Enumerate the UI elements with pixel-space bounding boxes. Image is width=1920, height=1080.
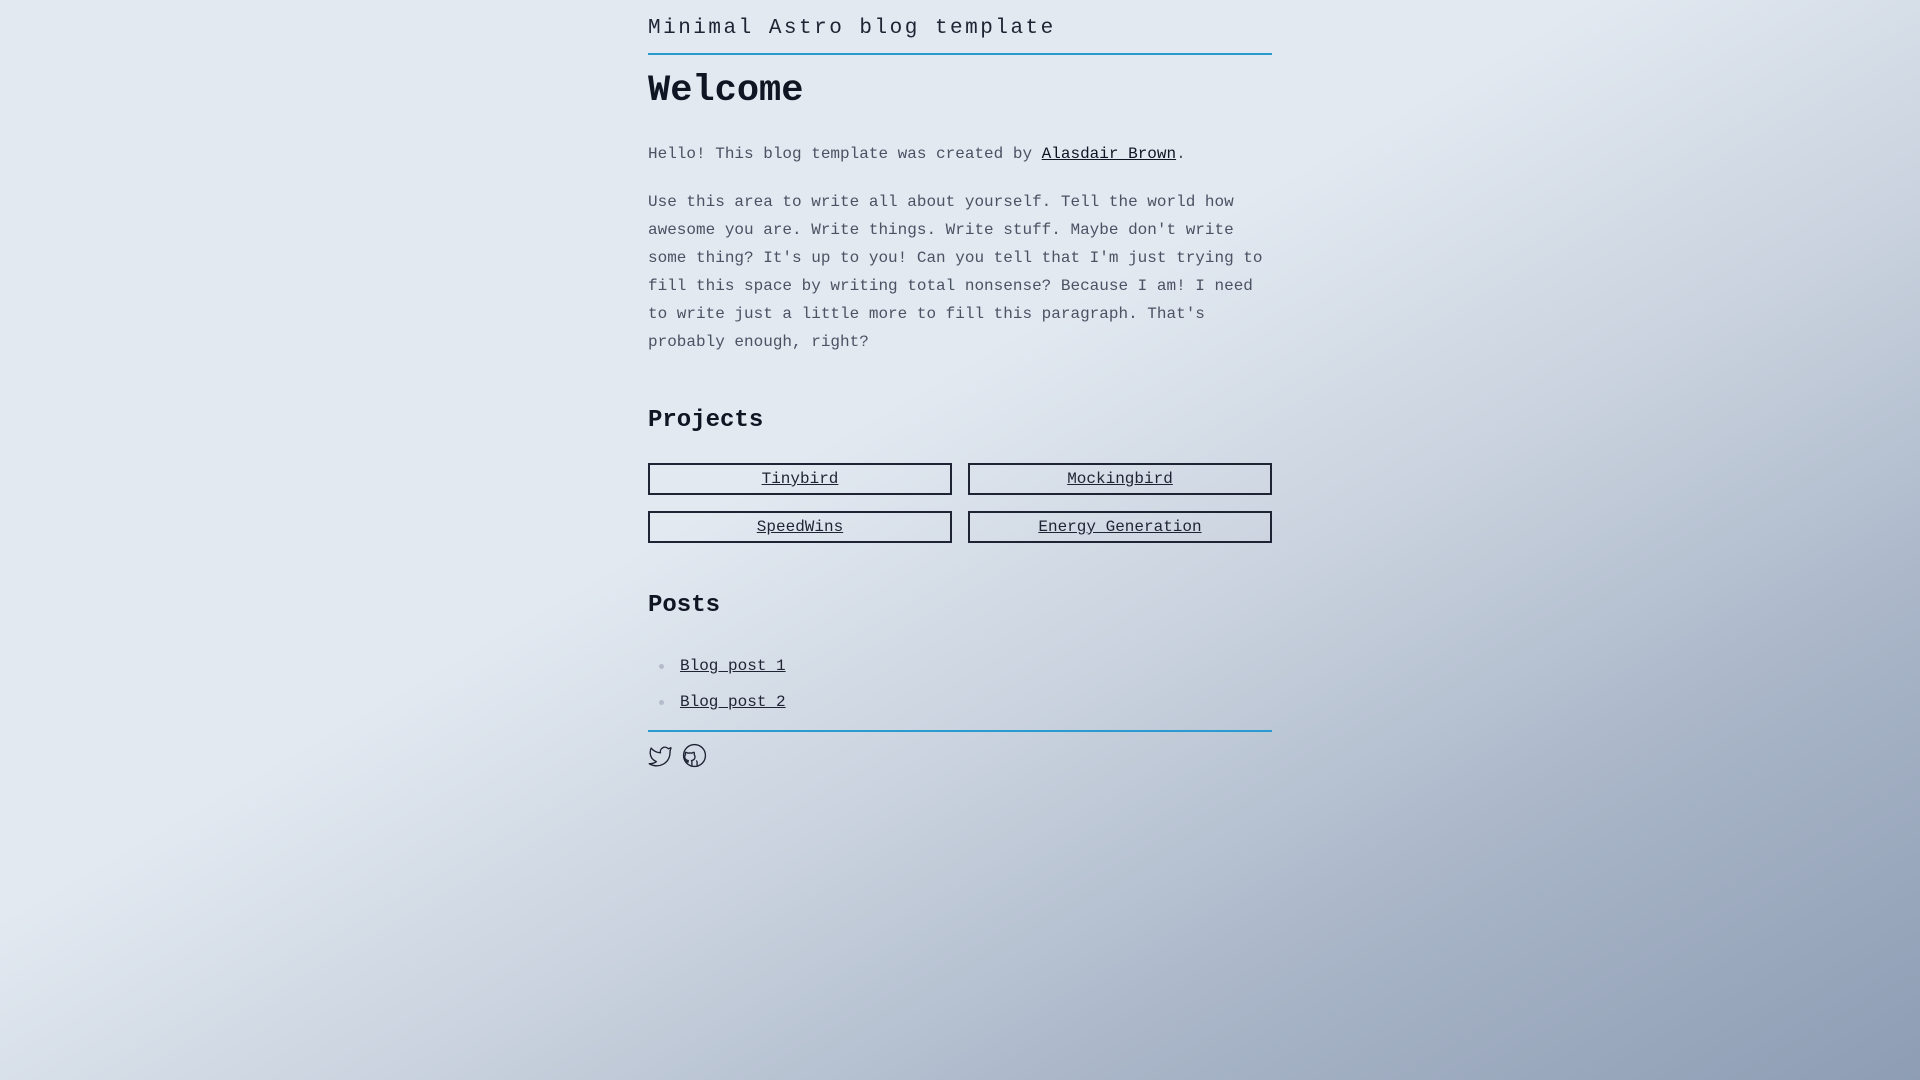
intro-suffix: . [1176,145,1186,163]
project-speedwins[interactable]: SpeedWins [648,511,952,543]
post-link[interactable]: Blog post 1 [680,657,786,675]
list-item [648,648,1272,684]
github-icon[interactable] [682,743,707,768]
projects-heading: Projects [648,407,764,434]
post-link[interactable]: Blog post 2 [680,693,786,711]
main-content [648,69,1272,720]
site-footer [648,730,1272,768]
page-title: Welcome [648,70,804,112]
twitter-icon[interactable] [648,743,673,768]
project-mockingbird[interactable]: Mockingbird [968,463,1272,495]
bullet-icon [659,700,664,705]
intro-paragraph [648,140,1272,168]
projects-grid [648,463,1272,543]
site-header [648,0,1272,55]
site-title-link[interactable]: Minimal Astro blog template [648,17,1056,40]
list-item [648,684,1272,720]
posts-list [648,648,1272,720]
intro-prefix: Hello! This blog template was created by [648,145,1042,163]
project-energy-generation[interactable]: Energy Generation [968,511,1272,543]
project-tinybird[interactable]: Tinybird [648,463,952,495]
posts-heading: Posts [648,592,721,619]
bullet-icon [659,664,664,669]
page-container [648,0,1272,768]
author-link[interactable]: Alasdair Brown [1041,145,1177,163]
about-paragraph: Use this area to write all about yourself. Tell the world how awesome you are. Write things. Write stuff. Maybe don't write some thing? It's up to you! Can you tell that I'm just trying to fill this space by writing total nonsense? Because I am! I need to write just a little more to fill this paragraph. That's probably enough, right? [648,193,1263,351]
